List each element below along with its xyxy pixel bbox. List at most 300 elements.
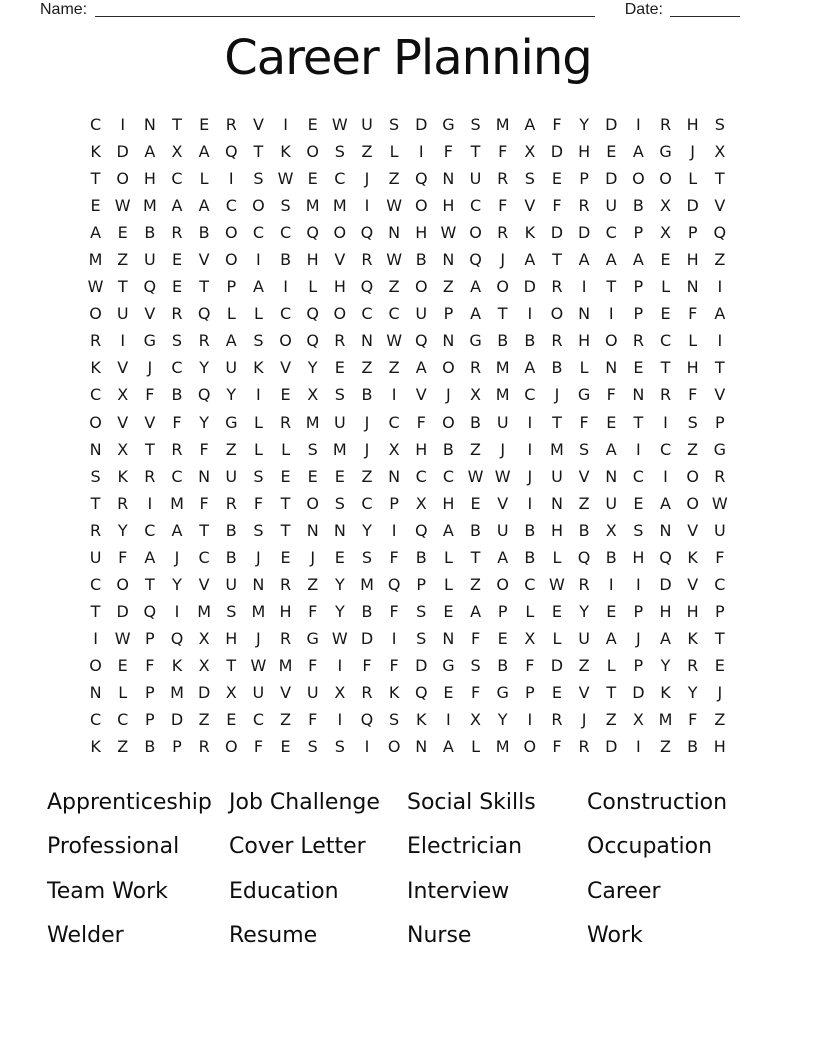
- grid-letter: A: [524, 115, 536, 135]
- grid-letter: E: [90, 196, 101, 216]
- grid-letter: F: [525, 655, 535, 675]
- grid-letter: F: [308, 710, 318, 730]
- grid-letter: Z: [442, 277, 454, 297]
- grid-letter: C: [89, 115, 102, 135]
- grid-letter: H: [550, 520, 563, 540]
- grid-letter: T: [470, 547, 481, 567]
- grid-letter: H: [578, 331, 591, 351]
- grid-letter: O: [496, 574, 509, 594]
- grid-letter: Z: [714, 710, 726, 730]
- grid-letter: H: [333, 277, 346, 297]
- grid-letter: L: [552, 628, 562, 648]
- grid-letter: G: [659, 142, 672, 162]
- grid-letter: O: [306, 142, 319, 162]
- word-list-item: Occupation: [587, 834, 713, 860]
- grid-letter: J: [364, 169, 370, 189]
- grid-letter: Q: [143, 601, 157, 621]
- grid-letter: R: [687, 655, 699, 675]
- grid-letter: A: [578, 250, 590, 270]
- grid-letter: Q: [306, 223, 319, 243]
- grid-letter: D: [550, 223, 564, 243]
- grid-letter: T: [144, 574, 155, 594]
- grid-letter: L: [226, 304, 236, 324]
- grid-letter: P: [443, 304, 454, 324]
- grid-letter: R: [551, 331, 563, 351]
- grid-letter: D: [170, 710, 184, 730]
- grid-letter: V: [578, 466, 590, 486]
- grid-letter: B: [578, 520, 590, 540]
- grid-letter: R: [90, 520, 102, 540]
- grid-letter: N: [89, 439, 102, 459]
- grid-letter: M: [305, 196, 320, 216]
- grid-letter: E: [117, 655, 128, 675]
- grid-letter: G: [225, 412, 238, 432]
- grid-letter: L: [443, 547, 453, 567]
- grid-letter: S: [90, 466, 101, 486]
- grid-letter: C: [334, 169, 346, 189]
- grid-letter: R: [659, 115, 672, 135]
- grid-letter: F: [199, 493, 209, 513]
- grid-letter: N: [442, 331, 455, 351]
- grid-letter: F: [389, 655, 399, 675]
- grid-letter: J: [690, 142, 696, 162]
- grid-letter: S: [416, 601, 427, 621]
- puzzle-title: Career Planning: [224, 30, 592, 86]
- grid-letter: Z: [470, 574, 482, 594]
- grid-letter: B: [470, 520, 482, 540]
- grid-letter: I: [663, 466, 668, 486]
- grid-letter: T: [90, 169, 101, 189]
- header: [40, 2, 740, 18]
- grid-letter: I: [636, 737, 641, 757]
- grid-letter: F: [389, 547, 399, 567]
- grid-letter: E: [280, 385, 291, 405]
- grid-letter: D: [550, 142, 564, 162]
- grid-letter: Q: [387, 574, 401, 594]
- grid-letter: U: [143, 250, 156, 270]
- grid-letter: T: [199, 520, 210, 540]
- grid-letter: R: [632, 331, 644, 351]
- grid-letter: B: [280, 250, 292, 270]
- grid-letter: Y: [226, 385, 237, 405]
- grid-letter: L: [308, 277, 318, 297]
- grid-letter: B: [198, 223, 210, 243]
- grid-letter: W: [494, 466, 511, 486]
- grid-letter: Q: [306, 304, 319, 324]
- grid-letter: G: [306, 628, 319, 648]
- grid-letter: C: [388, 304, 400, 324]
- grid-letter: Q: [360, 277, 374, 297]
- grid-letter: U: [333, 412, 346, 432]
- grid-letter: J: [554, 385, 560, 405]
- word-list-item: Construction: [587, 789, 728, 815]
- grid-letter: W: [114, 628, 131, 648]
- grid-letter: P: [579, 169, 589, 189]
- grid-letter: I: [228, 169, 234, 189]
- grid-letter: D: [550, 655, 564, 675]
- grid-letter: T: [117, 277, 128, 297]
- grid-letter: U: [361, 115, 373, 135]
- grid-letter: T: [253, 142, 264, 162]
- grid-letter: T: [552, 250, 562, 270]
- grid-letter: E: [551, 601, 563, 621]
- grid-letter: I: [527, 412, 533, 432]
- grid-letter: X: [117, 385, 129, 405]
- grid-letter: H: [442, 196, 455, 216]
- grid-letter: Z: [198, 710, 210, 730]
- grid-letter: Z: [361, 466, 373, 486]
- grid-letter: I: [391, 628, 397, 648]
- grid-letter: S: [171, 331, 183, 351]
- grid-letter: U: [605, 493, 618, 513]
- grid-letter: B: [524, 331, 536, 351]
- grid-letter: H: [442, 493, 455, 513]
- grid-letter: B: [524, 547, 536, 567]
- grid-letter: I: [717, 277, 723, 297]
- grid-letter: O: [659, 169, 672, 189]
- word-list-item: Work: [587, 923, 643, 949]
- grid-letter: E: [307, 169, 318, 189]
- grid-letter: K: [416, 710, 427, 730]
- grid-letter: O: [414, 277, 428, 297]
- grid-letter: F: [470, 683, 481, 702]
- grid-letter: A: [605, 628, 617, 648]
- grid-letter: C: [442, 466, 454, 486]
- grid-letter: I: [283, 115, 288, 135]
- grid-letter: Q: [414, 331, 428, 351]
- grid-letter: Q: [143, 277, 157, 297]
- grid-letter: F: [470, 628, 481, 648]
- grid-letter: K: [687, 628, 698, 648]
- grid-letter: E: [171, 277, 183, 297]
- grid-letter: A: [524, 250, 536, 270]
- grid-letter: E: [714, 655, 725, 675]
- grid-letter: E: [633, 358, 644, 378]
- grid-letter: C: [171, 466, 183, 486]
- grid-letter: T: [199, 277, 210, 297]
- grid-letter: Q: [197, 385, 211, 405]
- grid-letter: R: [171, 439, 183, 459]
- grid-letter: H: [713, 737, 726, 757]
- grid-letter: F: [498, 142, 508, 162]
- grid-letter: U: [225, 574, 238, 594]
- grid-letter: U: [89, 547, 102, 567]
- word-list-item: Social Skills: [407, 789, 536, 815]
- grid-letter: E: [633, 493, 644, 513]
- grid-letter: Y: [497, 710, 508, 730]
- grid-letter: P: [714, 412, 725, 432]
- grid-letter: X: [660, 223, 671, 243]
- grid-letter: F: [552, 115, 562, 135]
- grid-letter: O: [116, 169, 129, 189]
- grid-letter: G: [577, 385, 591, 405]
- grid-letter: J: [500, 250, 506, 270]
- grid-letter: R: [497, 169, 509, 189]
- grid-letter: F: [443, 142, 453, 162]
- grid-letter: C: [171, 358, 183, 378]
- word-list-item: Nurse: [407, 923, 472, 949]
- grid-letter: I: [418, 142, 424, 162]
- grid-letter: P: [714, 601, 725, 621]
- grid-letter: I: [337, 655, 343, 675]
- grid-letter: H: [279, 601, 292, 621]
- grid-letter: B: [551, 358, 563, 378]
- grid-letter: W: [114, 196, 131, 216]
- grid-letter: N: [442, 169, 455, 189]
- grid-letter: F: [606, 385, 616, 405]
- grid-letter: N: [252, 574, 265, 594]
- grid-letter: R: [551, 277, 563, 297]
- grid-letter: E: [606, 142, 617, 162]
- grid-letter: U: [496, 412, 509, 432]
- grid-letter: N: [605, 358, 618, 378]
- grid-letter: S: [253, 331, 264, 351]
- grid-letter: L: [253, 439, 263, 459]
- grid-letter: P: [633, 223, 644, 243]
- grid-letter: F: [145, 655, 155, 675]
- grid-letter: P: [145, 683, 155, 702]
- grid-letter: N: [143, 115, 156, 135]
- grid-letter: Q: [713, 223, 727, 243]
- grid-letter: W: [331, 115, 348, 135]
- grid-letter: I: [256, 250, 261, 270]
- grid-letter: E: [117, 223, 128, 243]
- grid-letter: I: [147, 493, 153, 513]
- grid-letter: Y: [199, 412, 210, 432]
- grid-letter: L: [471, 737, 480, 757]
- grid-letter: P: [226, 277, 237, 297]
- grid-letter: F: [552, 737, 562, 757]
- grid-letter: S: [253, 169, 264, 189]
- grid-letter: J: [717, 683, 723, 702]
- grid-letter: F: [552, 196, 562, 216]
- grid-letter: I: [527, 710, 533, 730]
- grid-letter: H: [225, 628, 238, 648]
- grid-letter: R: [714, 466, 726, 486]
- grid-letter: A: [660, 628, 671, 648]
- grid-letter: O: [306, 493, 319, 513]
- grid-letter: W: [440, 223, 457, 243]
- grid-letter: S: [714, 115, 725, 135]
- grid-letter: Z: [687, 439, 699, 459]
- grid-letter: R: [578, 196, 590, 216]
- grid-letter: B: [687, 737, 699, 757]
- grid-letter: T: [633, 412, 644, 432]
- grid-letter: U: [252, 683, 265, 702]
- grid-letter: Z: [388, 277, 400, 297]
- grid-letter: M: [550, 439, 564, 459]
- grid-letter: D: [415, 115, 428, 135]
- word-list-item: Resume: [229, 923, 318, 949]
- grid-letter: X: [307, 385, 319, 405]
- grid-letter: Z: [225, 439, 237, 459]
- grid-letter: H: [686, 601, 699, 621]
- grid-letter: B: [442, 439, 454, 459]
- grid-letter: B: [361, 601, 373, 621]
- grid-letter: C: [144, 520, 156, 540]
- grid-letter: K: [171, 655, 183, 675]
- grid-letter: X: [524, 628, 536, 648]
- date-label: Date:: [624, 1, 663, 18]
- grid-letter: V: [578, 683, 590, 702]
- grid-letter: L: [688, 331, 698, 351]
- grid-letter: C: [361, 493, 373, 513]
- grid-letter: B: [361, 385, 373, 405]
- grid-letter: C: [89, 574, 102, 594]
- word-list-item: Interview: [407, 878, 510, 904]
- grid-letter: I: [608, 574, 614, 594]
- grid-letter: C: [659, 439, 672, 459]
- grid-letter: Y: [307, 358, 318, 378]
- grid-letter: Q: [224, 142, 238, 162]
- grid-letter: I: [337, 710, 343, 730]
- grid-letter: Y: [660, 655, 671, 675]
- word-list: [47, 780, 769, 958]
- grid-letter: O: [224, 737, 238, 757]
- grid-letter: R: [90, 331, 102, 351]
- word-list-item: Education: [229, 878, 339, 904]
- grid-letter: B: [497, 655, 509, 675]
- grid-letter: T: [172, 115, 182, 135]
- grid-letter: W: [467, 466, 484, 486]
- grid-letter: R: [225, 115, 237, 135]
- grid-letter: P: [633, 655, 644, 675]
- grid-letter: R: [198, 331, 210, 351]
- grid-letter: I: [120, 331, 126, 351]
- grid-letter: R: [578, 737, 590, 757]
- grid-letter: G: [143, 331, 157, 351]
- grid-letter: I: [527, 304, 533, 324]
- grid-letter: L: [118, 683, 128, 702]
- grid-letter: M: [170, 683, 184, 702]
- grid-letter: Y: [687, 683, 698, 702]
- grid-letter: H: [578, 142, 591, 162]
- word-list-item: Cover Letter: [229, 834, 366, 860]
- grid-letter: E: [226, 710, 237, 730]
- grid-letter: E: [280, 466, 291, 486]
- grid-letter: J: [527, 466, 533, 486]
- grid-letter: J: [500, 439, 506, 459]
- grid-letter: N: [442, 250, 455, 270]
- grid-letter: Y: [362, 520, 372, 540]
- grid-letter: Q: [659, 547, 672, 567]
- grid-letter: M: [251, 601, 266, 621]
- grid-letter: K: [687, 547, 698, 567]
- grid-letter: R: [361, 250, 373, 270]
- grid-letter: A: [470, 277, 482, 297]
- grid-letter: O: [686, 493, 699, 513]
- grid-letter: D: [686, 196, 699, 216]
- grid-letter: T: [497, 304, 508, 324]
- grid-letter: B: [497, 331, 509, 351]
- grid-letter: B: [524, 520, 536, 540]
- grid-letter: I: [581, 277, 587, 297]
- grid-letter: A: [632, 250, 644, 270]
- grid-letter: O: [89, 655, 102, 675]
- grid-letter: M: [332, 439, 347, 459]
- grid-letter: P: [497, 601, 508, 621]
- grid-letter: S: [389, 710, 400, 730]
- grid-letter: S: [470, 655, 481, 675]
- grid-letter: E: [307, 466, 318, 486]
- grid-letter: U: [605, 196, 618, 216]
- grid-letter: N: [659, 520, 672, 540]
- grid-letter: E: [334, 547, 345, 567]
- grid-letter: R: [659, 385, 672, 405]
- grid-letter: A: [225, 331, 237, 351]
- grid-letter: I: [364, 737, 370, 757]
- grid-letter: V: [198, 250, 210, 270]
- grid-letter: F: [688, 385, 698, 405]
- grid-letter: X: [470, 385, 482, 405]
- grid-letter: C: [89, 385, 102, 405]
- grid-letter: J: [446, 385, 451, 405]
- grid-letter: Z: [388, 358, 400, 378]
- grid-letter: K: [388, 683, 400, 702]
- grid-letter: Q: [414, 169, 428, 189]
- grid-letter: O: [496, 277, 509, 297]
- grid-letter: C: [632, 466, 644, 486]
- grid-letter: A: [171, 196, 183, 216]
- grid-letter: X: [415, 493, 427, 513]
- word-list-item: Welder: [47, 923, 124, 949]
- grid-letter: F: [362, 655, 372, 675]
- grid-letter: C: [524, 574, 536, 594]
- grid-letter: N: [415, 737, 428, 757]
- grid-letter: T: [660, 358, 671, 378]
- grid-letter: S: [226, 601, 237, 621]
- word-search-grid: [82, 111, 733, 760]
- grid-letter: S: [334, 493, 345, 513]
- grid-letter: V: [252, 115, 264, 135]
- grid-letter: R: [171, 223, 183, 243]
- grid-letter: N: [550, 493, 563, 513]
- grid-letter: P: [633, 304, 644, 324]
- grid-letter: D: [116, 601, 129, 621]
- grid-letter: P: [145, 710, 155, 730]
- grid-letter: F: [389, 601, 399, 621]
- word-list-item: Job Challenge: [229, 789, 380, 815]
- grid-letter: U: [496, 520, 509, 540]
- grid-letter: C: [252, 223, 264, 243]
- grid-letter: Z: [388, 169, 400, 189]
- name-fill-line: [95, 16, 595, 17]
- grid-letter: Q: [414, 520, 428, 540]
- grid-letter: N: [686, 277, 699, 297]
- grid-letter: I: [391, 520, 397, 540]
- grid-letter: Z: [117, 737, 129, 757]
- grid-letter: S: [307, 439, 318, 459]
- grid-letter: C: [117, 710, 129, 730]
- grid-letter: R: [279, 628, 292, 648]
- grid-letter: L: [606, 655, 616, 675]
- grid-letter: Z: [117, 250, 129, 270]
- grid-letter: W: [331, 628, 348, 648]
- grid-letter: W: [277, 169, 294, 189]
- grid-letter: T: [714, 169, 725, 189]
- date-fill-line: [670, 16, 740, 17]
- grid-letter: Q: [469, 250, 482, 270]
- grid-letter: J: [310, 547, 316, 567]
- grid-letter: I: [636, 574, 641, 594]
- grid-letter: N: [578, 304, 591, 324]
- grid-letter: X: [198, 655, 210, 675]
- grid-letter: V: [524, 196, 536, 216]
- grid-letter: J: [581, 710, 587, 730]
- grid-letter: S: [334, 385, 345, 405]
- grid-letter: R: [334, 331, 346, 351]
- grid-letter: N: [388, 466, 401, 486]
